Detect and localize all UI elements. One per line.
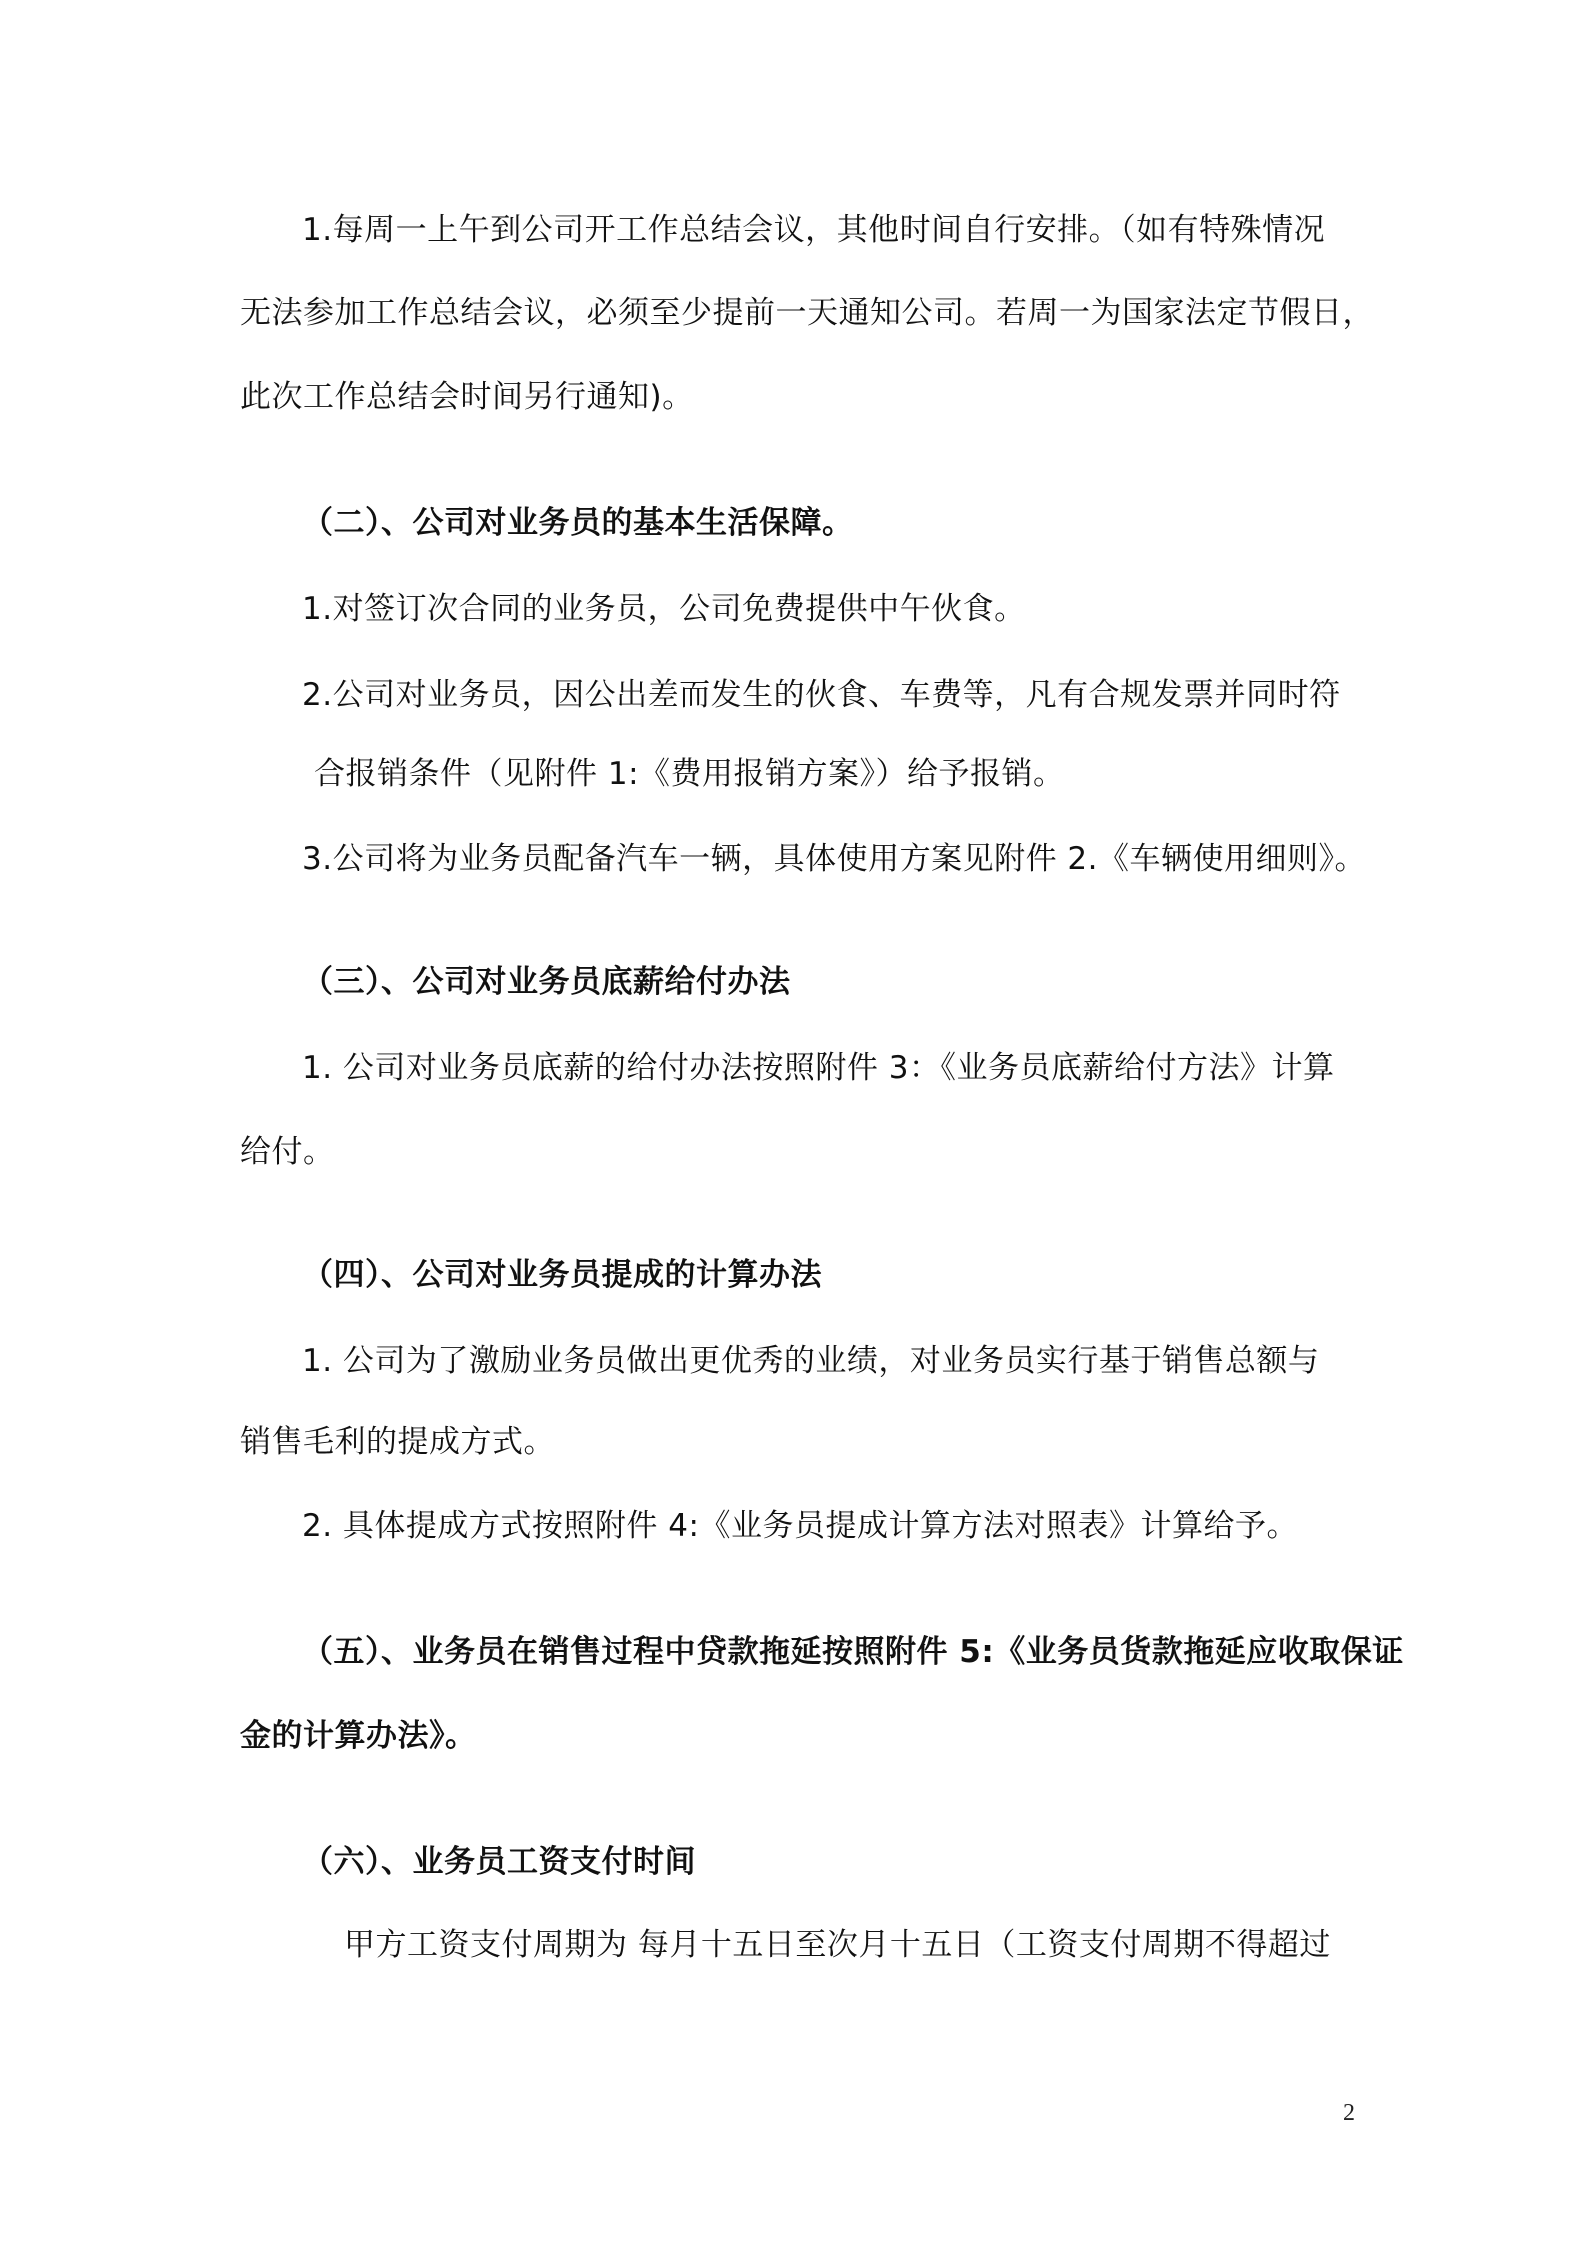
paragraph-line: 2. 具体提成方式按照附件 4:《业务员提成计算方法对照表》计算给予。 <box>302 1508 1298 1544</box>
section-heading: （五）、业务员在销售过程中贷款拖延按照附件 5:《业务员货款拖延应收取保证 <box>302 1634 1404 1670</box>
section-heading: （六）、业务员工资支付时间 <box>302 1844 696 1880</box>
paragraph-line: 合报销条件（见附件 1:《费用报销方案》）给予报销。 <box>314 756 1065 792</box>
paragraph-line: 1.每周一上午到公司开工作总结会议，其他时间自行安排。（如有特殊情况 <box>302 212 1326 248</box>
paragraph-line: 销售毛利的提成方式。 <box>240 1424 555 1460</box>
section-heading: （二）、公司对业务员的基本生活保障。 <box>302 505 854 541</box>
paragraph-line: 此次工作总结会时间另行通知)。 <box>240 379 694 415</box>
paragraph-line: 1. 公司对业务员底薪的给付办法按照附件 3：《业务员底薪给付方法》计算 <box>302 1050 1335 1086</box>
section-heading-continued: 金的计算办法》。 <box>240 1718 477 1754</box>
paragraph-line: 无法参加工作总结会议，必须至少提前一天通知公司。若周一为国家法定节假日， <box>240 295 1374 331</box>
paragraph-line: 1. 公司为了激励业务员做出更优秀的业绩，对业务员实行基于销售总额与 <box>302 1343 1320 1379</box>
paragraph-line: 3.公司将为业务员配备汽车一辆，具体使用方案见附件 2.《车辆使用细则》。 <box>302 841 1367 877</box>
paragraph-line: 给付。 <box>240 1134 335 1170</box>
paragraph-line: 甲方工资支付周期为 每月十五日至次月十五日（工资支付周期不得超过 <box>344 1927 1331 1963</box>
section-heading: （四）、公司对业务员提成的计算办法 <box>302 1257 822 1293</box>
paragraph-line: 1.对签订次合同的业务员，公司免费提供中午伙食。 <box>302 591 1026 627</box>
paragraph-line: 2.公司对业务员，因公出差而发生的伙食、车费等，凡有合规发票并同时符 <box>302 677 1341 713</box>
page-number: 2 <box>1343 2100 1355 2126</box>
section-heading: （三）、公司对业务员底薪给付办法 <box>302 964 791 1000</box>
